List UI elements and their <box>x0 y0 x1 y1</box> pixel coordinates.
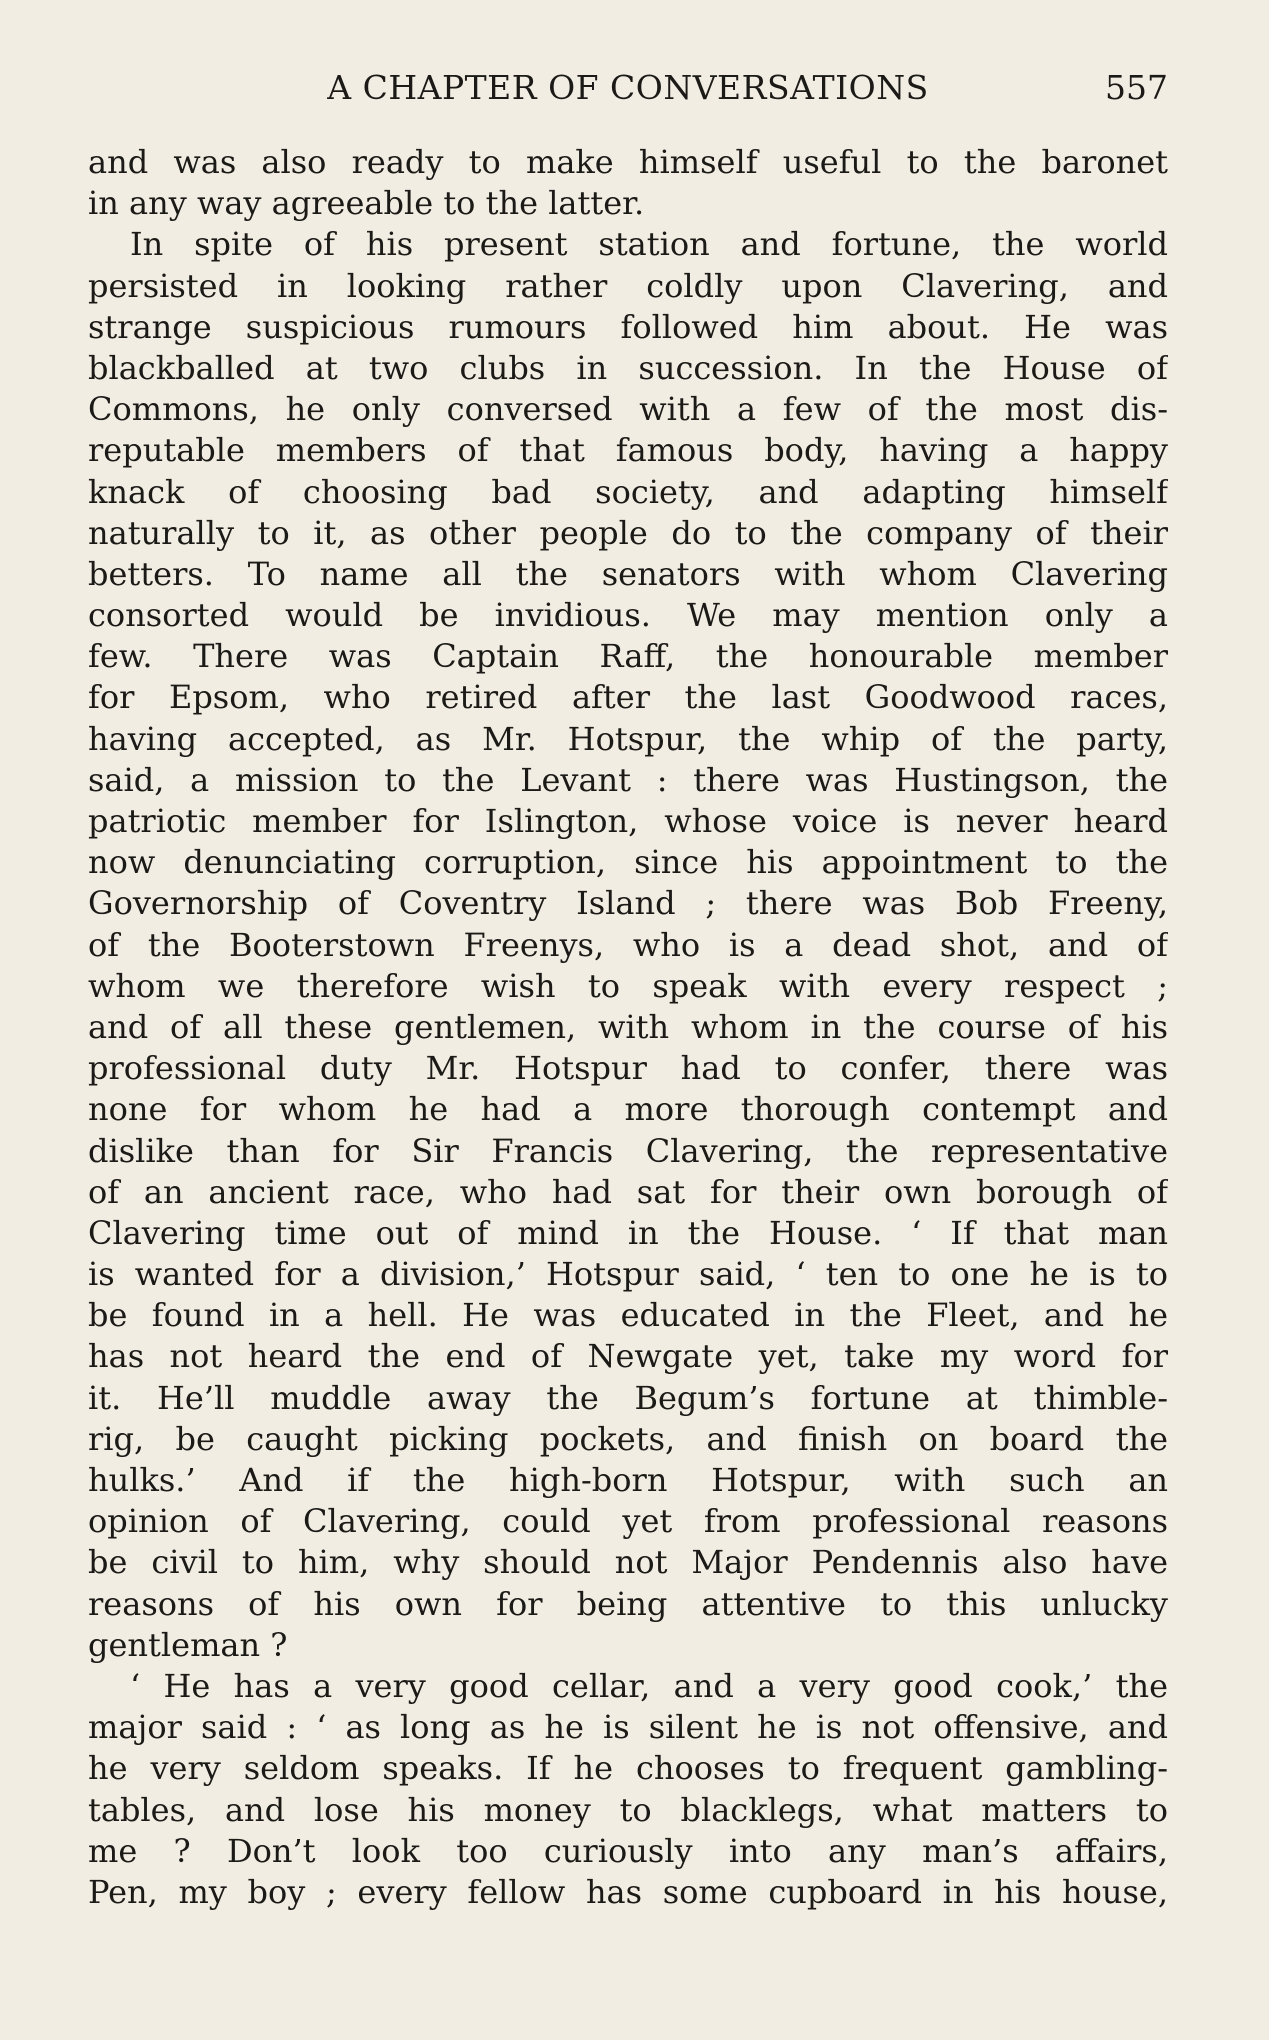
chapter-title: A CHAPTER OF CONVERSATIONS <box>327 68 929 107</box>
text-line: betters. To name all the senators with whom Clavering <box>88 554 1168 593</box>
text-line: opinion of Clavering, could yet from professional reasons <box>88 1502 1168 1541</box>
text-line: for Epsom, who retired after the last Goodwood races, <box>88 678 1168 717</box>
text-line: now denunciating corruption, since his appointment to the <box>88 843 1168 882</box>
text-line: strange suspicious rumours followed him about. He was <box>88 307 1168 346</box>
text-line: reputable members of that famous body, having a happy <box>88 431 1168 470</box>
text-line: and was also ready to make himself useful to the baronet <box>88 143 1168 181</box>
text-line: has not heard the end of Newgate yet, take my word for <box>88 1337 1168 1376</box>
text-line: major said : ‘ as long as he is silent he is not offensive, and <box>88 1708 1168 1747</box>
text-line: be found in a hell. He was educated in the Fleet, and he <box>88 1296 1168 1335</box>
text-line: Clavering time out of mind in the House. ‘ If that man <box>88 1213 1168 1252</box>
text-line: professional duty Mr. Hotspur had to confer, there was <box>88 1049 1168 1088</box>
text-line: blackballed at two clubs in succession. In the House of <box>88 348 1168 387</box>
running-head <box>88 66 1168 110</box>
text-line: rig, be caught picking pockets, and finish on board the <box>88 1419 1168 1458</box>
text-line: hulks.’ And if the high-born Hotspur, with such an <box>88 1461 1168 1499</box>
text-line: naturally to it, as other people do to the company of their <box>88 513 1168 552</box>
text-line: said, a mission to the Levant : there was Hustingson, the <box>88 760 1168 799</box>
text-line: In spite of his present station and fortune, the world <box>130 225 1168 264</box>
text-line: dislike than for Sir Francis Clavering, the representative <box>88 1131 1168 1170</box>
text-line: Pen, my boy ; every fellow has some cupboard in his house, <box>88 1872 1168 1911</box>
text-line: tables, and lose his money to blacklegs, what matters to <box>88 1790 1168 1829</box>
text-line: of the Booterstown Freenys, who is a dead shot, and of <box>88 925 1168 964</box>
text-line: in any way agreeable to the latter. <box>88 184 645 223</box>
text-line: and of all these gentlemen, with whom in the course of his <box>88 1007 1168 1046</box>
text-line: it. He’ll muddle away the Begum’s fortune at thimble- <box>88 1378 1168 1417</box>
text-line: ‘ He has a very good cellar, and a very good cook,’ the <box>130 1666 1168 1705</box>
text-line: Commons, he only conversed with a few of the most dis- <box>88 390 1168 429</box>
text-line: none for whom he had a more thorough contempt and <box>88 1090 1168 1129</box>
text-line: me ? Don’t look too curiously into any man’s affairs, <box>88 1831 1168 1870</box>
text-line: persisted in looking rather coldly upon Clavering, and <box>88 266 1168 305</box>
text-line: consorted would be invidious. We may mention only a <box>88 596 1168 635</box>
text-line: reasons of his own for being attentive to this unlucky <box>88 1584 1168 1623</box>
text-line: be civil to him, why should not Major Pendennis also have <box>88 1543 1168 1582</box>
text-line: knack of choosing bad society, and adapting himself <box>88 472 1168 511</box>
text-line: whom we therefore wish to speak with every respect ; <box>88 966 1168 1005</box>
text-line: he very seldom speaks. If he chooses to frequent gambling- <box>88 1749 1168 1788</box>
text-line: patriotic member for Islington, whose voice is never heard <box>88 802 1168 840</box>
text-line: Governorship of Coventry Island ; there was Bob Freeny, <box>88 884 1168 923</box>
text-line: gentleman ? <box>88 1625 288 1664</box>
text-line: of an ancient race, who had sat for their own borough of <box>88 1172 1168 1211</box>
body-text <box>88 142 1168 1913</box>
text-line: having accepted, as Mr. Hotspur, the whip of the party, <box>88 719 1168 758</box>
text-line: few. There was Captain Raff, the honourable member <box>88 637 1168 676</box>
text-line: is wanted for a division,’ Hotspur said, ‘ ten to one he is to <box>88 1255 1168 1294</box>
page-number: 557 <box>1105 68 1168 107</box>
